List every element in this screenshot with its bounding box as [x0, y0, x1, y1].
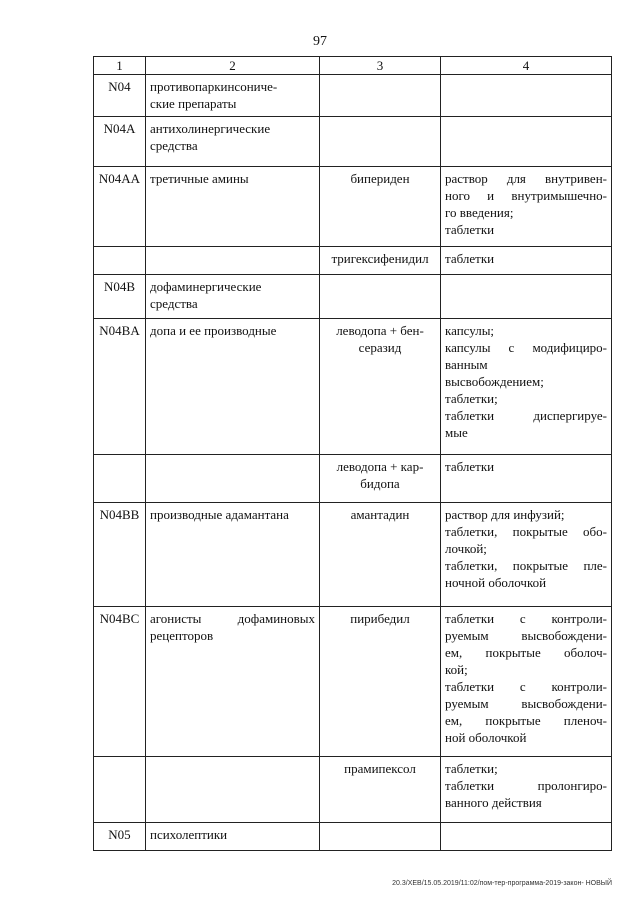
dosage-form-line: ем, покрытые пленоч-	[445, 713, 607, 728]
atc-code-cell	[94, 247, 146, 275]
column-header: 1	[94, 57, 146, 75]
dosage-form-line: таблетки;	[445, 391, 498, 406]
dosage-form-line: таблетки	[445, 251, 495, 266]
atc-code-cell: N04B	[94, 275, 146, 319]
atc-code-cell	[94, 455, 146, 503]
column-header: 4	[441, 57, 612, 75]
dosage-form-cell	[441, 117, 612, 167]
dosage-form-cell	[441, 823, 612, 851]
group-name-line: психолептики	[150, 827, 228, 842]
drug-name-cell	[320, 275, 441, 319]
drug-name-line: серазид	[358, 340, 402, 355]
group-name-cell	[146, 319, 320, 455]
drug-name-cell	[320, 247, 441, 275]
dosage-form-line: таблетки	[445, 459, 495, 474]
group-name-line: противопаркинсониче-	[150, 79, 278, 94]
column-header: 3	[320, 57, 441, 75]
group-name-cell	[146, 167, 320, 247]
dosage-form-line: капсулы;	[445, 323, 495, 338]
atc-code-cell: N04BC	[94, 607, 146, 757]
drug-name-cell	[320, 167, 441, 247]
group-name-cell	[146, 247, 320, 275]
page-number: 97	[313, 34, 327, 49]
group-name-line: средства	[150, 296, 198, 311]
atc-code-cell: N04BA	[94, 319, 146, 455]
group-name-cell	[146, 607, 320, 757]
drug-table	[93, 56, 612, 851]
table-header-row	[94, 57, 612, 75]
dosage-form-line: ванного действия	[445, 795, 542, 810]
table-row	[94, 167, 612, 247]
dosage-form-cell	[441, 167, 612, 247]
group-name-line: допа и ее производные	[150, 323, 277, 338]
dosage-form-line: руемым высвобождени-	[445, 628, 607, 643]
drug-name-line: амантадин	[350, 507, 410, 522]
group-name-cell	[146, 455, 320, 503]
atc-code-cell: N04	[94, 75, 146, 117]
table-row	[94, 757, 612, 823]
footer-stamp: 20.3/ХЕВ/15.05.2019/11:02/пом-тер-программа-2019-закон- НОВЫЙ	[392, 880, 612, 887]
column-header: 2	[146, 57, 320, 75]
drug-name-line: бипериден	[350, 171, 410, 186]
dosage-form-line: таблетки с контроли-	[445, 679, 607, 694]
drug-name-cell	[320, 607, 441, 757]
drug-name-cell	[320, 823, 441, 851]
table-row	[94, 455, 612, 503]
dosage-form-line: руемым высвобождени-	[445, 696, 607, 711]
dosage-form-line: таблетки с контроли-	[445, 611, 607, 626]
group-name-cell	[146, 117, 320, 167]
drug-name-cell	[320, 75, 441, 117]
table-row	[94, 823, 612, 851]
dosage-form-line: ночной оболочкой	[445, 575, 547, 590]
group-name-line: рецепторов	[150, 628, 214, 643]
dosage-form-line: раствор для инфузий;	[445, 507, 565, 522]
group-name-line: третичные амины	[150, 171, 249, 186]
drug-name-line: прамипексол	[344, 761, 416, 776]
group-name-line: антихолинергические	[150, 121, 271, 136]
drug-name-line: бидопа	[360, 476, 400, 491]
drug-name-cell	[320, 455, 441, 503]
drug-name-line: тригексифенидил	[331, 251, 429, 266]
drug-name-cell	[320, 117, 441, 167]
group-name-line: средства	[150, 138, 198, 153]
dosage-form-line: ного и внутримышечно-	[445, 188, 607, 203]
dosage-form-line: высвобождением;	[445, 374, 544, 389]
dosage-form-cell	[441, 247, 612, 275]
dosage-form-line: таблетки пролонгиро-	[445, 778, 607, 793]
dosage-form-cell	[441, 455, 612, 503]
table-row	[94, 117, 612, 167]
atc-code-cell: N05	[94, 823, 146, 851]
drug-name-cell	[320, 319, 441, 455]
atc-code-cell: N04AA	[94, 167, 146, 247]
atc-code-cell	[94, 757, 146, 823]
table-row	[94, 75, 612, 117]
dosage-form-cell	[441, 319, 612, 455]
table-body	[94, 75, 612, 851]
drug-name-line: леводопа + бен-	[336, 323, 424, 338]
table-row	[94, 275, 612, 319]
dosage-form-cell	[441, 503, 612, 607]
drug-name-line: пирибедил	[350, 611, 410, 626]
dosage-form-line: го введения;	[445, 205, 514, 220]
dosage-form-line: мые	[445, 425, 468, 440]
dosage-form-line: ем, покрытые оболоч-	[445, 645, 607, 660]
dosage-form-line: ванным	[445, 357, 488, 372]
table-row	[94, 503, 612, 607]
drug-name-line: леводопа + кар-	[336, 459, 424, 474]
drug-name-cell	[320, 503, 441, 607]
dosage-form-cell	[441, 275, 612, 319]
dosage-form-line: раствор для внутривен-	[445, 171, 607, 186]
dosage-form-line: лочкой;	[445, 541, 487, 556]
dosage-form-line: таблетки диспергируе-	[445, 408, 607, 423]
group-name-line: агонисты дофаминовых	[150, 611, 315, 626]
table-row	[94, 607, 612, 757]
table-row	[94, 247, 612, 275]
dosage-form-cell	[441, 607, 612, 757]
group-name-cell	[146, 823, 320, 851]
group-name-cell	[146, 275, 320, 319]
group-name-cell	[146, 503, 320, 607]
atc-code-cell: N04A	[94, 117, 146, 167]
dosage-form-line: кой;	[445, 662, 468, 677]
dosage-form-cell	[441, 75, 612, 117]
dosage-form-line: таблетки;	[445, 761, 498, 776]
dosage-form-line: таблетки, покрытые пле-	[445, 558, 607, 573]
dosage-form-cell	[441, 757, 612, 823]
group-name-cell	[146, 757, 320, 823]
atc-code-cell: N04BB	[94, 503, 146, 607]
group-name-line: производные адамантана	[150, 507, 289, 522]
group-name-line: дофаминергические	[150, 279, 262, 294]
dosage-form-line: капсулы с модифициро-	[445, 340, 607, 355]
dosage-form-line: таблетки	[445, 222, 495, 237]
dosage-form-line: таблетки, покрытые обо-	[445, 524, 607, 539]
dosage-form-line: ной оболочкой	[445, 730, 527, 745]
group-name-line: ские препараты	[150, 96, 237, 111]
drug-name-cell	[320, 757, 441, 823]
group-name-cell	[146, 75, 320, 117]
table-row	[94, 319, 612, 455]
